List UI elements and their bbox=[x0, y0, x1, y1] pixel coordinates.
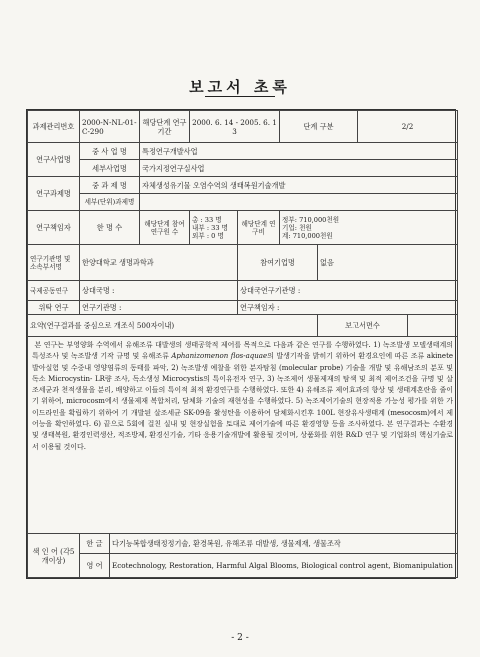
institution-label: 연구기관명 및 소속부서명 bbox=[28, 245, 80, 281]
outsourced-label: 위탁 연구 bbox=[28, 301, 80, 315]
intl-country: 상대국명 : bbox=[80, 281, 238, 301]
detail-project-value bbox=[140, 194, 458, 211]
funding-values bbox=[280, 211, 458, 245]
outsourced-leader: 연구책임자 : bbox=[238, 301, 458, 315]
funding-total: 계: 710,000천원 bbox=[282, 231, 333, 240]
funding-label: 해당단계 연구비 bbox=[238, 211, 280, 245]
keywords-label: 색 인 어 (각5개이상) bbox=[28, 534, 80, 578]
intl-institute: 상대국연구기관명 : bbox=[238, 281, 458, 301]
period-label: 해당단계 연구기간 bbox=[140, 111, 190, 143]
task-no-value: 2000-N-NL-01-C-290 bbox=[80, 111, 140, 143]
institution-value: 한양대학교 생명과학과 bbox=[80, 245, 238, 281]
english-label: 영 어 bbox=[80, 554, 110, 578]
summary-species: Aphanizomenon flos-aquae bbox=[171, 352, 268, 361]
korean-keywords: 다기능복합생태정정기술, 환경복원, 유해조류 대발생, 생물제재, 생물조작 bbox=[110, 534, 458, 554]
participant-label: 참여기업명 bbox=[238, 245, 318, 281]
researchers-total: 총 : 33 명 bbox=[192, 215, 222, 224]
summary-body bbox=[28, 337, 458, 534]
project-label: 연구과제명 bbox=[28, 177, 80, 211]
pages-label: 보고서면수 bbox=[318, 315, 408, 337]
pages-value bbox=[408, 315, 458, 337]
english-keywords: Ecotechnology, Restoration, Harmful Algal Blooms, Biological control agent, Biomanipulation bbox=[110, 554, 458, 578]
stage-value: 2/2 bbox=[358, 111, 458, 143]
researchers-label: 해당단계 참여연구원 수 bbox=[140, 211, 190, 245]
sub-business-label: 세부사업명 bbox=[80, 160, 140, 177]
title-underline bbox=[205, 96, 275, 97]
page-number: - 2 - bbox=[231, 633, 249, 643]
funding-company: 기업: 천원 bbox=[282, 223, 312, 232]
participant-value: 없음 bbox=[318, 245, 458, 281]
detail-project-label: 세부(단위)과제명 bbox=[80, 194, 140, 211]
outsourced-institute: 연구기관명 : bbox=[80, 301, 238, 315]
business-label: 연구사업명 bbox=[28, 143, 80, 177]
mid-business-label: 중 사 업 명 bbox=[80, 143, 140, 160]
summary-label: 요약(연구결과를 중심으로 개조식 500자이내) bbox=[28, 315, 318, 337]
funding-gov: 정부: 710,000천원 bbox=[282, 215, 340, 224]
korean-label: 한 글 bbox=[80, 534, 110, 554]
period-value: 2000. 6. 14 - 2005. 6. 13 bbox=[190, 111, 280, 143]
intl-label: 국제공동연구 bbox=[28, 281, 80, 301]
researchers-counts bbox=[190, 211, 238, 245]
leader-name: 한 명 수 bbox=[80, 211, 140, 245]
abstract-table bbox=[27, 110, 458, 578]
page-title: 보고서 초록 bbox=[189, 78, 291, 96]
task-no-label: 과제관리번호 bbox=[28, 111, 80, 143]
abstract-form bbox=[26, 109, 456, 579]
mid-project-value: 자체생성유기물 오염수역의 생태복원기술개발 bbox=[140, 177, 458, 194]
stage-label: 단계 구분 bbox=[280, 111, 358, 143]
leader-label: 연구책임자 bbox=[28, 211, 80, 245]
mid-project-label: 중 과 제 명 bbox=[80, 177, 140, 194]
summary-part-1: 본 연구는 부영양화 수역에서 유해조류 대발생의 생태공학적 제어를 목적으로 다음과 같은 연구를 수행하였다. 1) 녹조발생 모델생태계의 특성조사 및 녹조발생 기작 규명 및 유해조류 bbox=[32, 341, 454, 361]
sub-business-value: 국가지정연구실사업 bbox=[140, 160, 458, 177]
researchers-internal: 내부 : 33 명 bbox=[192, 223, 229, 232]
summary-part-2: 의 발생기작을 밝히기 위하여 환경요인에 따른 조류 akinete 발아실험 및 수중내 영양염류의 동태를 파악, 2) 녹조발생 예찰을 위한 분자탐침 (molecular probe) 기술을 개발 및 유해남조의 분포 및 독소 Microcystin- LR량 조사, 독소생성 Microcystis의 특이유전자 연구, 3) 녹조제어 생물제재의 탐색 및 최적 제어조건을 규명 및 살조세균과 천적생물을 분리, 배양하고 이들의 특이적 최적 환경연구를 수행하였다. 또한 4) 유해조류 제어효과의 향상 및 생태계혼란을 줄이기 위하여, microcosm에서 생물제재 복합처리, 담체화 기술의 재현성을 수행하였다. 5) 녹조제어기술의 현장적용 가능성 평가를 위한 가이드라인을 확립하기 위하여 기 개발된 살조세균 SK-09을 활성탄을 이용하여 담체화시킨후 100L 현장유사생태계 (mesocosm)에서 제어능을 확인하였다. 6) 끝으로 5회에 걸친 실내 및 현장실험을 토대로 제어기술에 따른 환경영향 등을 조사하였다. 본 연구결과는 수환경 및 생태복원, 환경인력생산, 적조방제, 환경신기술, 기타 응용기술개발에 활용될 것이며, 상품화를 위한 R&D 연구 및 기업화의 핵심기술로서 이용될 것이다. bbox=[32, 352, 454, 451]
mid-business-value: 특정연구개발사업 bbox=[140, 143, 458, 160]
researchers-external: 외부 : 0 명 bbox=[192, 231, 224, 240]
